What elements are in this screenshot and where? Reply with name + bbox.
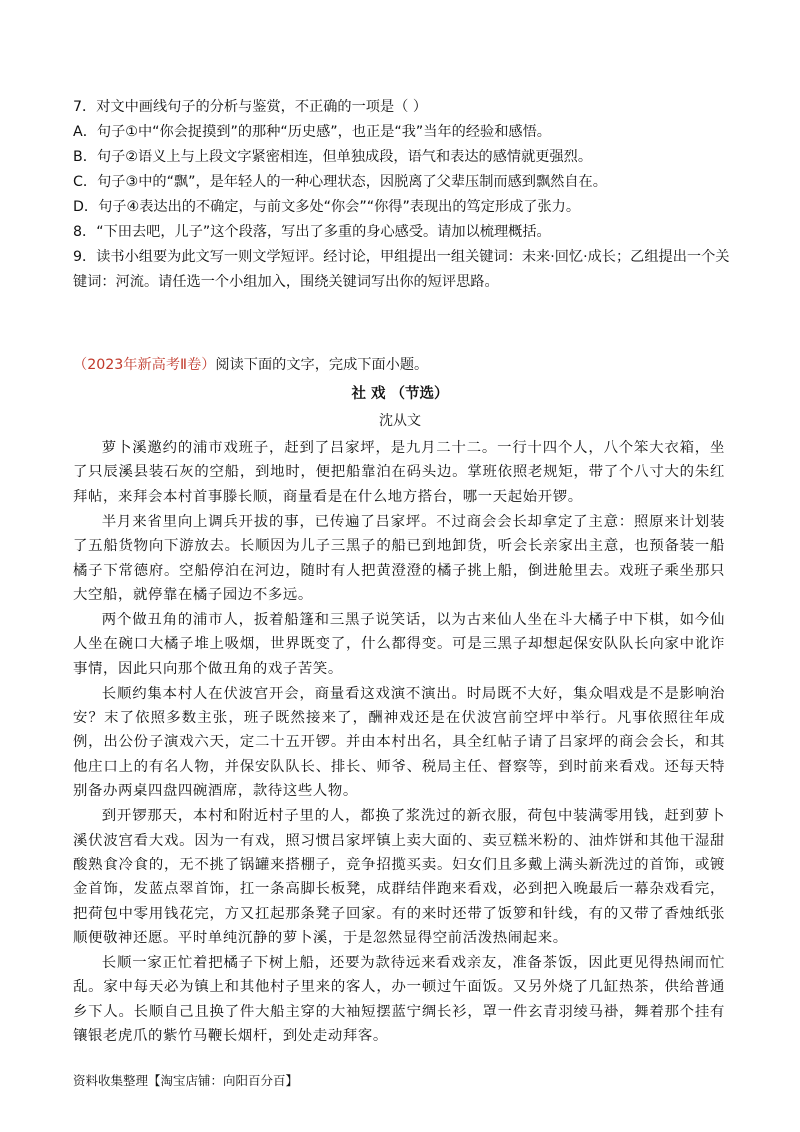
reading-intro [73, 354, 733, 376]
question-7-stem: 7．对文中画线句子的分析与鉴赏，不正确的一项是（ ） [73, 99, 428, 115]
article-paragraph: 半月来省里向上调兵开拔的事，已传遍了吕家坪。不过商会会长却拿定了主意：照原来计划装了五船货物向下游放去。长顺因为儿子三黑子的船已到地卸货，听会长亲家出主意，也预备装一船橘子下常德府。空船停泊在河边，随时有人把黄澄澄的橘子挑上船，倒进舱里去。戏班子乘坐那只大空船，就停靠在橘子园边不多远。 [73, 513, 725, 603]
article-author: 沈从文 [379, 413, 421, 429]
article-paragraph: 萝卜溪邀约的浦市戏班子，赶到了吕家坪，是九月二十二。一行十四个人，八个笨大衣箱，坐了只辰溪县装石灰的空船，到地时，便把船靠泊在码头边。掌班依照老规矩，带了个八寸大的朱红拜帖，来拜会本村首事滕长顺，商量看是在什么地方搭台，哪一天起始开锣。 [73, 440, 725, 505]
article-paragraph: 两个做丑角的浦市人，扳着船篷和三黑子说笑话，以为古来仙人坐在斗大橘子中下棋，如今仙人坐在碗口大橘子堆上吸烟，世界既变了，什么都得变。可是三黑子却想起保安队队长向家中讹诈事情，因此只向那个做丑角的戏子苦笑。 [73, 611, 725, 677]
page-footer: 资料收集整理【淘宝店铺：向阳百分百】 [73, 1073, 299, 1088]
question-7-option-a: A．句子①中“你会捉摸到”的那种“历史感”，也正是“我”当年的经验和感悟。 [73, 124, 551, 140]
exam-source: （2023年新高考Ⅱ卷） [73, 357, 216, 373]
reading-instruction: 阅读下面的文字，完成下面小题。 [215, 357, 429, 373]
question-9-line-2: 键词：河流。请任选一个小组加入，围绕关键词写出你的短评思路。 [73, 274, 499, 290]
question-8: 8．“下田去吧，儿子”这个段落，写出了多重的身心感受。请加以梳理概括。 [73, 224, 551, 240]
question-7-option-c: C．句子③中的“飘”，是年轻人的一种心理状态，因脱离了父辈压制而感到飘然自在。 [73, 174, 607, 190]
article-title: 社 戏 （节选） [351, 385, 449, 402]
question-7-option-d: D．句子④表达出的不确定，与前文多处“你会”“你得”表现出的笃定形成了张力。 [73, 199, 581, 215]
article-body [73, 436, 725, 1049]
article-paragraph: 长顺一家正忙着把橘子下树上船，还要为款待远来看戏亲友，准备茶饭，因此更见得热闹而忙乱。家中每天必为镇上和其他村子里来的客人，办一顿过午面饭。又另外烧了几缸热茶，供给普通乡下人。长顺自己且换了件大船主穿的大袖短摆蓝宁绸长衫，罩一件玄青羽绫马褂，舞着那个挂有镶银老虎爪的紫竹马鞭长烟杆，到处走动拜客。 [73, 955, 725, 1045]
article-paragraph: 到开锣那天，本村和附近村子里的人，都换了浆洗过的新衣服，荷包中装满零用钱，赶到萝卜溪伏波宫看大戏。因为一有戏，照习惯吕家坪镇上卖大面的、卖豆糕米粉的、油炸饼和其他干湿甜酸熟食冷食的，无不挑了锅罐来搭棚子，竞争招揽买卖。妇女们且多戴上满头新洗过的首饰，或镀金首饰，发蓝点翠首饰，扛一条高脚长板凳，成群结伴跑来看戏，必到把入晚最后一幕杂戏看完，把荷包中零用钱花完，方又扛起那条凳子回家。有的来时还带了饭箩和针线，有的又带了香烛纸张顺便敬神还愿。平时单纯沉静的萝卜溪，于是忽然显得空前活泼热闹起来。 [73, 808, 725, 947]
question-7-block [73, 96, 728, 293]
article-paragraph: 长顺约集本村人在伏波宫开会，商量看这戏演不演出。时局既不大好，集众唱戏是不是影响治安？末了依照多数主张，班子既然接来了，酬神戏还是在伏波宫前空坪中举行。凡事依照往年成例，出公份子演戏六天，定二十五开锣。并由本村出名，具全红帖子请了吕家坪的商会会长，和其他庄口上的有名人物，并保安队队长、排长、师爷、税局主任、督察等，到时前来看戏。还每天特别备办两桌四盘四碗酒席，款待这些人物。 [73, 685, 725, 800]
question-7-option-b: B．句子②语义上与上段文字紧密相连，但单独成段，语气和表达的感情就更强烈。 [73, 149, 593, 165]
question-9-line-1: 9．读书小组要为此文写一则文学短评。经讨论，甲组提出一组关键词：未来·回忆·成长；乙组提出一个关 [73, 249, 730, 265]
